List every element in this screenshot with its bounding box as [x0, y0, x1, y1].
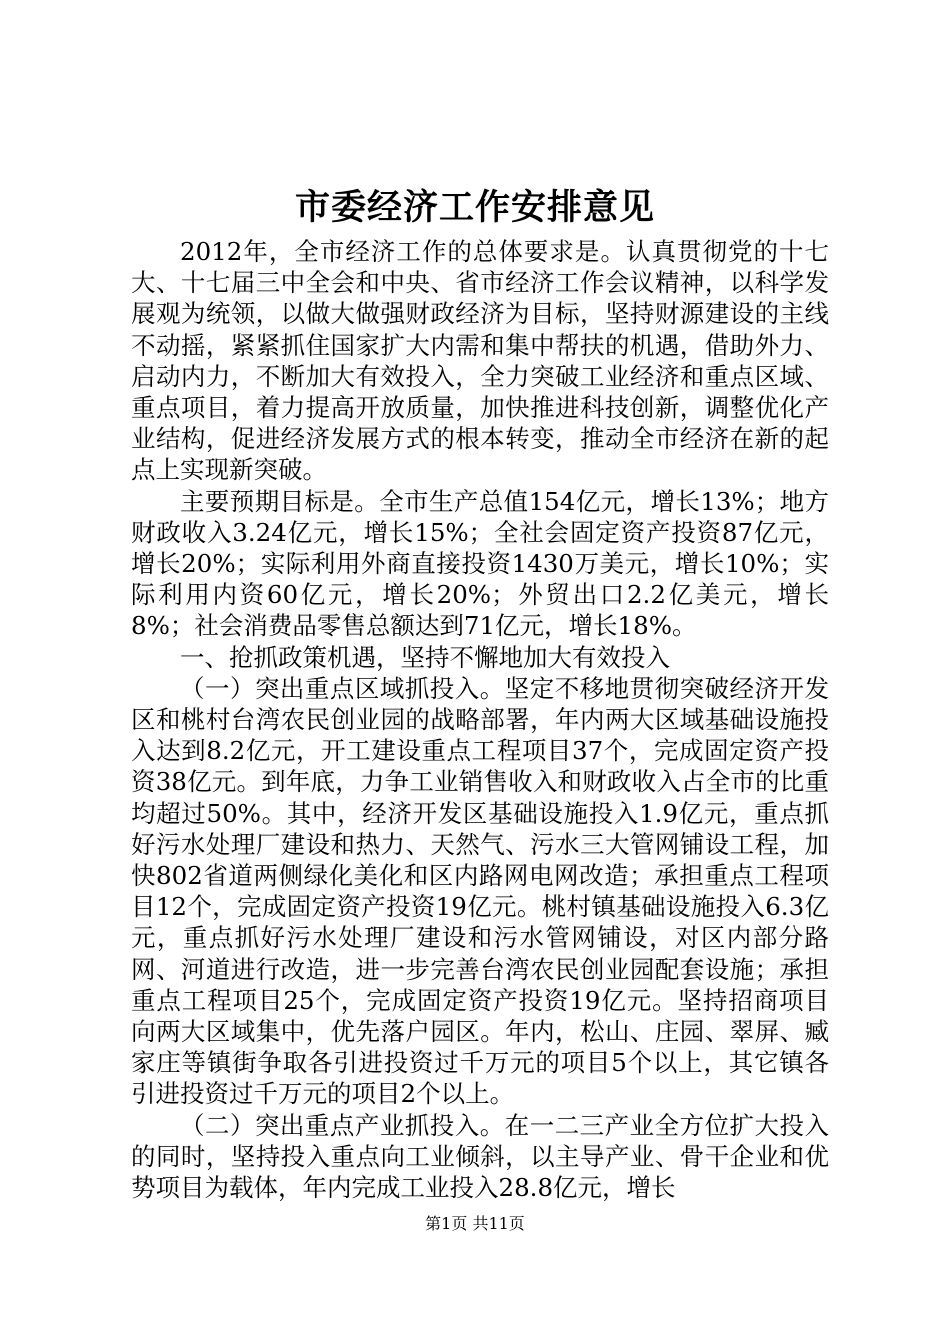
paragraph-overall-requirements: 2012年，全市经济工作的总体要求是。认真贯彻党的十七大、十七届三中全会和中央、省市经济工作会议精神，以科学发展观为统领，以做大做强财政经济为目标，坚持财源建设的主线不动摇，紧紧抓住国家扩大内需和集中帮扶的机遇，借助外力、启动内力，不断加大有效投入，全力突破工业经济和重点区域、重点项目，着力提高开放质量，加快推进科技创新，调整优化产业结构，促进经济发展方式的根本转变，推动全市经济在新的起点上实现新突破。 — [131, 237, 829, 485]
document-body — [131, 236, 829, 1203]
document-title: 市委经济工作安排意见 — [294, 187, 655, 228]
page-footer: 第1页 共11页 — [425, 1214, 525, 1233]
section-heading-1: 一、抢抓政策机遇，坚持不懈地加大有效投入 — [180, 642, 670, 672]
paragraph-key-industries: （二）突出重点产业抓投入。在一二三产业全方位扩大投入的同时，坚持投入重点向工业倾斜，以主导产业、骨干企业和优势项目为载体，年内完成工业投入28.8亿元，增长 — [131, 1110, 829, 1203]
paragraph-key-regions: （一）突出重点区域抓投入。坚定不移地贯彻突破经济开发区和桃村台湾农民创业园的战略部署，年内两大区域基础设施投入达到8.2亿元，开工建设重点工程项目37个，完成固定资产投资38亿元。到年底，力争工业销售收入和财政收入占全市的比重均超过50%。其中，经济开发区基础设施投入1.9亿元，重点抓好污水处理厂建设和热力、天然气、污水三大管网铺设工程，加快802省道两侧绿化美化和区内路网电网改造；承担重点工程项目12个，完成固定资产投资19亿元。桃村镇基础设施投入6.3亿元，重点抓好污水处理厂建设和污水管网铺设，对区内部分路网、河道进行改造，进一步完善台湾农民创业园配套设施；承担重点工程项目25个，完成固定资产投资19亿元。坚持招商项目向两大区域集中，优先落户园区。年内，松山、庄园、翠屏、臧家庄等镇街争取各引进投资过千万元的项目5个以上，其它镇各引进投资过千万元的项目2个以上。 — [131, 673, 829, 1109]
paragraph-expected-targets: 主要预期目标是。全市生产总值154亿元，增长13%；地方财政收入3.24亿元，增长15%；全社会固定资产投资87亿元，增长20%；实际利用外商直接投资1430万美元，增长10%；实际利用内资60亿元，增长20%；外贸出口2.2亿美元，增长8%；社会消费品零售总额达到71亿元，增长18%。 — [131, 486, 829, 641]
